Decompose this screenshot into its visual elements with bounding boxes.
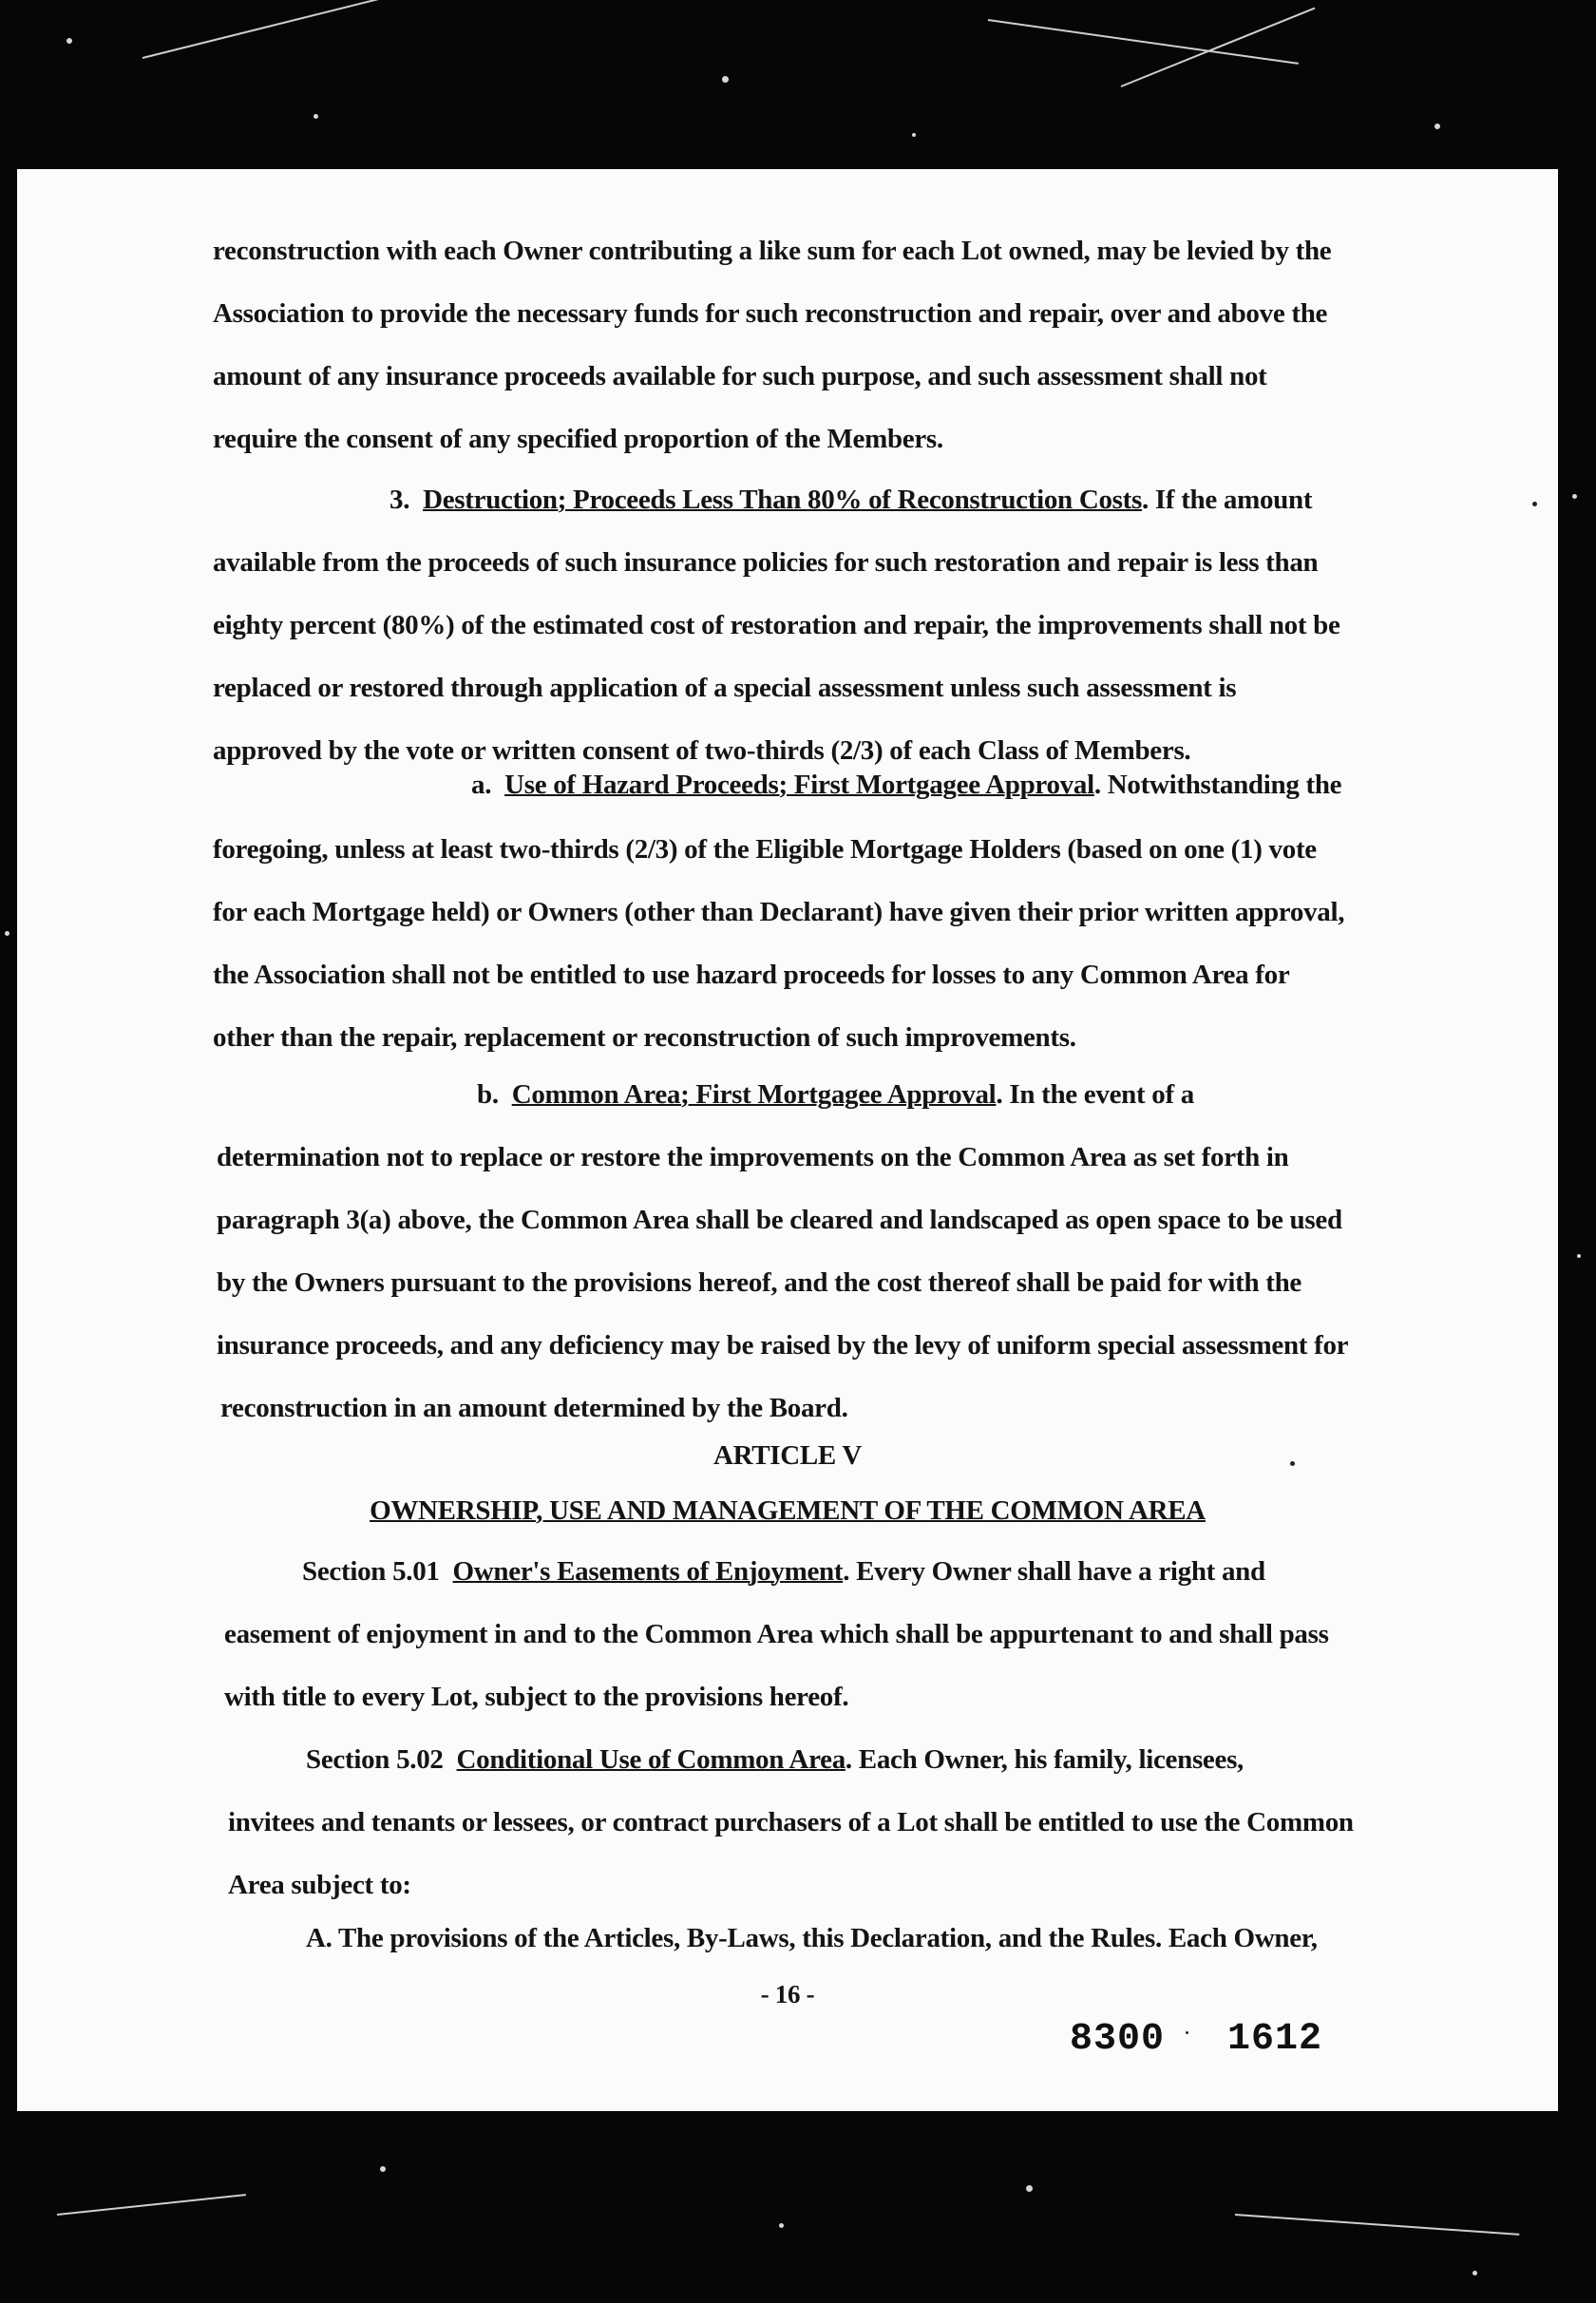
article-number: ARTICLE V [712,1440,863,1471]
body-text-line: foregoing, unless at least two-thirds (2/3) of the Eligible Mortgage Holders (based on one (1) vote [213,834,1317,865]
scan-scratch [1121,8,1316,87]
body-text: . In the event of a [996,1079,1194,1110]
scan-speck [1572,494,1577,499]
scan-speck [1532,502,1537,506]
scan-speck [1577,1254,1581,1258]
body-text-line: with title to every Lot, subject to the provisions hereof. [224,1682,849,1712]
section-3-heading-line [390,485,1312,516]
scan-speck [66,38,72,44]
scan-scratch [988,19,1299,65]
body-text-line: amount of any insurance proceeds available for such purpose, and such assessment shall not [213,361,1267,391]
document-stamp-number: 1612 [1227,2018,1323,2061]
scan-speck [1186,2031,1188,2034]
body-text-line: for each Mortgage held) or Owners (other than Declarant) have given their prior written approval, [213,897,1345,927]
section-heading: Conditional Use of Common Area [456,1744,846,1775]
item-number: a. [471,770,492,800]
scan-speck [1026,2185,1033,2192]
subsection-b-heading-line [477,1079,1194,1111]
body-text-line: paragraph 3(a) above, the Common Area shall be cleared and landscaped as open space to be used [217,1205,1342,1235]
section-heading: Owner's Easements of Enjoyment [452,1556,844,1587]
section-5-02-line [306,1744,1244,1776]
body-text: . Each Owner, his family, licensees, [845,1744,1244,1775]
body-text: . If the amount [1142,485,1313,515]
item-number: b. [477,1079,499,1110]
body-text-line: A. The provisions of the Articles, By-Laws, this Declaration, and the Rules. Each Owner, [306,1923,1318,1953]
body-text-line: easement of enjoyment in and to the Common Area which shall be appurtenant to and shall pass [224,1619,1329,1649]
section-heading: Common Area; First Mortgagee Approval [511,1079,997,1110]
document-page [17,169,1558,2111]
body-text-line: Association to provide the necessary funds for such reconstruction and repair, over and above the [213,298,1328,329]
section-heading: Use of Hazard Proceeds; First Mortgagee Approval [504,770,1094,800]
body-text: . Notwithstanding the [1093,770,1342,800]
subsection-a-heading-line [471,770,1341,801]
body-text-line: Area subject to: [228,1870,411,1900]
page-number: - 16 - [760,1980,815,2008]
scan-speck [1472,2271,1477,2275]
body-text-line: invitees and tenants or lessees, or contract purchasers of a Lot shall be entitled to use the Common [228,1807,1354,1837]
scan-speck [380,2166,386,2172]
section-label: Section 5.02 [306,1744,444,1775]
document-stamp-number: 8300 [1070,2018,1166,2061]
scan-speck [912,133,916,137]
scan-scratch [142,0,383,59]
scan-speck [1434,124,1440,129]
body-text-line: approved by the vote or written consent of two-thirds (2/3) of each Class of Members. [213,735,1191,766]
body-text-line: available from the proceeds of such insurance policies for such restoration and repair is less than [213,547,1319,578]
section-label: Section 5.01 [302,1556,440,1587]
scan-speck [314,114,318,119]
body-text: . Every Owner shall have a right and [843,1556,1265,1587]
section-heading: Destruction; Proceeds Less Than 80% of Reconstruction Costs [423,485,1142,515]
scan-speck [722,76,729,83]
scan-speck [1290,1461,1295,1466]
scan-speck [5,931,10,936]
item-number: 3. [390,485,410,515]
body-text-line: reconstruction in an amount determined by the Board. [220,1393,848,1423]
section-5-01-line [302,1556,1265,1588]
body-text-line: insurance proceeds, and any deficiency may be raised by the levy of uniform special assessment for [217,1330,1349,1361]
body-text-line: replaced or restored through application of a special assessment unless such assessment is [213,673,1237,703]
scan-scratch [1235,2214,1519,2236]
body-text-line: the Association shall not be entitled to use hazard proceeds for losses to any Common Area for [213,960,1290,990]
body-text-line: eighty percent (80%) of the estimated cost of restoration and repair, the improvements shall not be [213,610,1340,640]
body-text-line: other than the repair, replacement or reconstruction of such improvements. [213,1022,1076,1053]
scan-speck [779,2223,784,2228]
scan-scratch [57,2194,246,2216]
body-text-line: reconstruction with each Owner contributing a like sum for each Lot owned, may be levied by the [213,236,1332,266]
body-text-line: by the Owners pursuant to the provisions hereof, and the cost thereof shall be paid for with the [217,1267,1302,1298]
article-title: OWNERSHIP, USE AND MANAGEMENT OF THE COMMON AREA [370,1495,1206,1526]
body-text-line: determination not to replace or restore the improvements on the Common Area as set forth in [217,1142,1289,1172]
body-text-line: require the consent of any specified proportion of the Members. [213,424,943,454]
